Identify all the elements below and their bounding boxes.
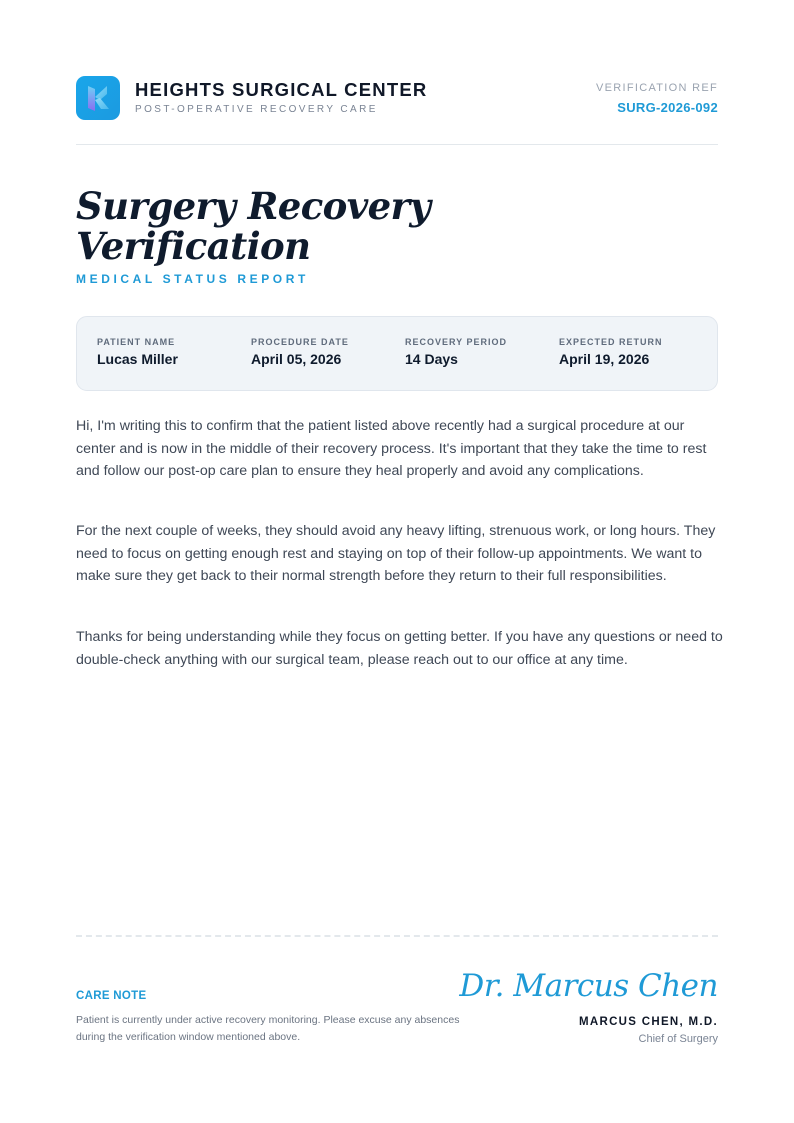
field-label: PATIENT NAME xyxy=(97,337,176,347)
field-label: PROCEDURE DATE xyxy=(251,337,349,347)
body-paragraph-2: For the next couple of weeks, they should avoid any heavy lifting, strenuous work, or long hours. They need to focus on getting enough rest and staying on top of their follow-up appointments. We want to make sure they get back to their normal strength before they return to their full responsibilities. xyxy=(76,523,716,584)
field-value: 14 Days xyxy=(405,351,458,367)
patient-info-card xyxy=(76,316,718,391)
brand-subtitle: POST-OPERATIVE RECOVERY CARE xyxy=(135,104,378,115)
patient-name-field xyxy=(97,337,178,367)
document-title xyxy=(76,186,496,266)
reference-value: SURG-2026-092 xyxy=(617,100,718,115)
signer-name: MARCUS CHEN, M.D. xyxy=(578,1016,718,1028)
field-label: EXPECTED RETURN xyxy=(559,337,663,347)
title-line-2: Verification xyxy=(76,224,311,268)
letterhead xyxy=(76,76,718,120)
field-value: April 19, 2026 xyxy=(559,351,650,367)
care-note-text: Patient is currently under active recovery monitoring. Please excuse any absences during the verification window mentioned above. xyxy=(76,1014,460,1043)
k-logo-icon xyxy=(76,76,120,120)
document-subtitle: MEDICAL STATUS REPORT xyxy=(76,272,309,286)
signer-title: Chief of Surgery xyxy=(638,1033,718,1045)
expected-return-field xyxy=(559,337,663,367)
field-value: April 05, 2026 xyxy=(251,351,342,367)
signature: Dr. Marcus Chen xyxy=(459,968,718,1004)
title-line-1: Surgery Recovery xyxy=(76,184,431,228)
field-label: RECOVERY PERIOD xyxy=(405,337,508,347)
footer-divider xyxy=(76,935,718,937)
header-divider xyxy=(76,144,718,145)
reference-label: VERIFICATION REF xyxy=(595,82,718,94)
procedure-date-field xyxy=(251,337,349,367)
field-value: Lucas Miller xyxy=(97,351,178,367)
body-paragraph-1: Hi, I'm writing this to confirm that the patient listed above recently had a surgical procedure at our center and is now in the middle of their recovery process. It's important that they take the time to rest and follow our post-op care plan to ensure they heal properly and avoid any complications. xyxy=(76,418,707,479)
care-note-title: CARE NOTE xyxy=(76,990,147,1002)
body-paragraph-3: Thanks for being understanding while they focus on getting better. If you have any questions or need to double-check anything with our surgical team, please reach out to our office at any time. xyxy=(76,629,723,668)
brand-name: HEIGHTS SURGICAL CENTER xyxy=(135,79,428,100)
recovery-period-field xyxy=(405,337,507,367)
